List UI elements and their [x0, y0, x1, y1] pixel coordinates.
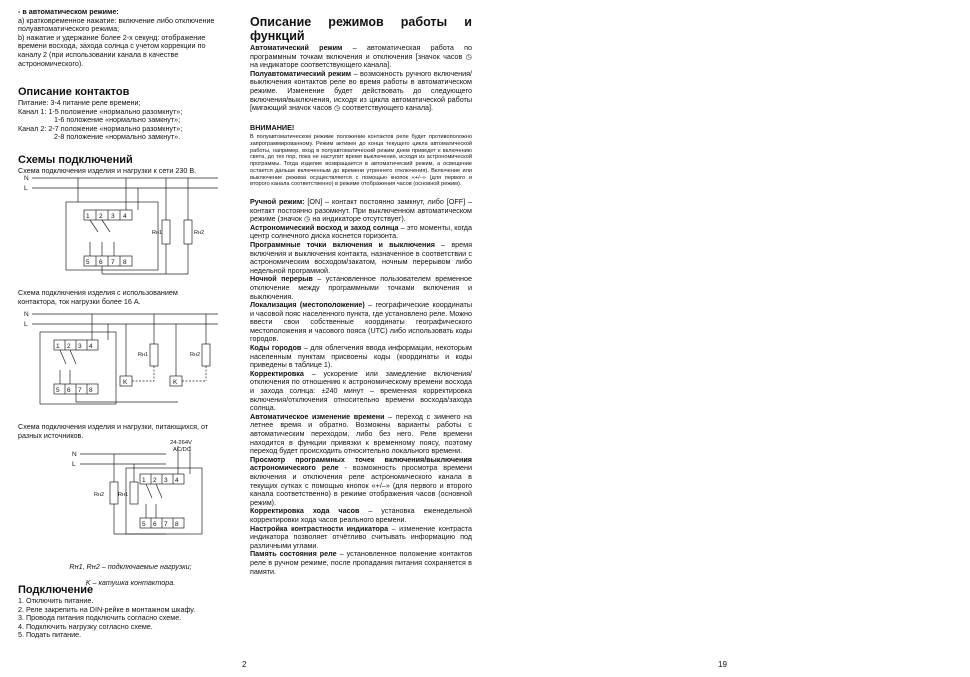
definition-item: [250, 241, 472, 275]
intro-heading: - в автоматическом режиме:: [18, 7, 119, 16]
voltage-label: 24-264V: [170, 440, 192, 446]
definition-item: [250, 344, 472, 370]
intro-line: времени восхода, захода солнца с учетом коррекции по: [18, 41, 206, 51]
term-auto: Автоматический режим: [250, 43, 343, 52]
definition-text: – установка еженедельной корректировки хода часов реального времени.: [250, 506, 473, 524]
warning-text: В полуавтоматическом режиме положение контактов реле будет противоположно запрограммированному. Режим активен до конца текущего цикла автоматической работы, например, вход в полуавтоматический режим днем приведет к включению света, до тех пор, пока не наступит время выключения, исходя из астрономической программы. Тогда изделие возвращается в автоматический режим, а освещение остается дальше включенным до времени утреннего отключения). Включение или выключение режима осуществляется с помощью кнопок «+/–» (для первого и второго канала соответственно) в режиме отображения часов (основной режим).: [250, 134, 472, 188]
contacts-ch2b: 2-8 положение «нормально замкнут».: [54, 132, 181, 142]
definition-term: Автоматическое изменение времени: [250, 411, 385, 421]
scheme2-caption-b: контактора, ток нагрузки более 16 А.: [18, 296, 141, 306]
page-number-left: 2: [242, 660, 247, 669]
scheme2-caption-block: [18, 289, 243, 306]
load-label: Rн2: [190, 352, 201, 358]
warning-title: ВНИМАНИЕ!: [250, 122, 295, 132]
intro-line: каналу 2 (при использовании канала в качестве: [18, 49, 179, 59]
terminal: 8: [175, 521, 179, 528]
load-label: Rн1: [118, 492, 129, 498]
definition-item: [250, 550, 472, 576]
definition-item: [250, 456, 472, 508]
install-step: 2. Реле закрепить на DIN-рейке в монтажном шкафу.: [18, 604, 196, 614]
definition-term: Память состояния реле: [250, 549, 337, 559]
definition-text: – для облегчения ввода информации, некоторым населенным пунктам присвоены коды (координаты и коды приведены в таблице 1).: [250, 343, 472, 370]
para-auto: [250, 44, 472, 70]
terminal: 6: [67, 387, 71, 394]
para-semi-text: – возможность ручного включения/выключения контактов реле во время работы в автоматическом режиме. Изменение будет действовать до следующего включения/выключения, исходя из цикла автоматической работы [мигающий значок часов ◷ соответствующего канала].: [250, 68, 473, 113]
scheme3-caption-a: Схема подключения изделия и нагрузки, питающихся, от: [18, 422, 209, 431]
install-step: 4. Подключить нагрузку согласно схеме.: [18, 621, 153, 631]
coil-label: K: [123, 379, 128, 386]
terminal: 6: [99, 259, 103, 266]
install-section: [18, 584, 243, 640]
wiring-diagram-1: [18, 172, 243, 280]
terminal: 3: [164, 477, 168, 484]
terminal: 4: [123, 213, 127, 220]
definition-text: – переход с зимнего на летнее время и обратно. Возможны варианты работы с автоматическим переходом, либо без него. Реле времени находится в функции привязки к временному поясу, поэтому переход будет происходить относительно локального времени.: [250, 411, 472, 456]
legend-loads: Rн1, Rн2 – подключаемые нагрузки;: [69, 562, 192, 572]
coil-label: K: [173, 379, 178, 386]
definition-item: [250, 507, 472, 524]
load-label: Rн2: [194, 230, 205, 236]
definition-term: Локализация (местоположение): [250, 300, 365, 310]
install-step: 3. Провода питания подключить согласно схеме.: [18, 613, 182, 623]
para-auto-text: – автоматическая работа по программным точкам включения и отключения [значок часов ◷ на индикаторе соответствующего канала].: [250, 43, 472, 70]
definition-text: – это моменты, когда центр солнечного диска коснется горизонта.: [250, 222, 472, 241]
intro-line: астрономического).: [18, 58, 84, 68]
definition-item: [250, 301, 472, 344]
definition-term: Астрономический восход и заход солнца: [250, 222, 399, 232]
load-label: Rн1: [138, 352, 149, 358]
legend-coil: K – катушка контактора.: [85, 577, 176, 587]
definition-term: Ночной перерыв: [250, 274, 313, 284]
terminal: 3: [111, 213, 115, 220]
terminal: 5: [142, 521, 146, 528]
intro-line: b) нажатие и удержание более 2-х секунд: отображение: [18, 32, 206, 42]
wiring-diagram-2: [18, 308, 243, 408]
definition-term: Корректировка: [250, 368, 304, 378]
load-label: Rн1: [152, 230, 163, 236]
contacts-power: Питание: 3-4 питание реле времени;: [18, 98, 141, 107]
diag2-label-N: N: [24, 311, 29, 318]
terminal: 4: [175, 477, 179, 484]
terminal: 5: [56, 387, 60, 394]
modes-title: Описание режимов работы и функций: [250, 15, 472, 43]
terminal: 8: [89, 387, 93, 394]
intro-block: [18, 8, 243, 68]
terminal: 7: [164, 521, 168, 528]
definition-text: – время включения и выключения контакта, назначенное в соответствии с астрономическим восходом/закатом, ночным перерывом либо недельной программой.: [250, 239, 473, 275]
definition-term: Настройка контрастности индикатора: [250, 523, 389, 533]
terminal: 2: [153, 477, 157, 484]
definitions-list: [250, 198, 472, 576]
definition-text: – установленное положение контактов реле в ручном режиме, после пропадания питания сохраняется в памяти.: [250, 549, 473, 576]
left-page: [18, 0, 247, 677]
contacts-title: Описание контактов: [18, 86, 130, 98]
wiring-diagram-3: [18, 438, 243, 538]
schemes-title: Схемы подключений: [18, 154, 133, 166]
right-page: [250, 0, 727, 677]
terminal: 5: [86, 259, 90, 266]
install-step: 1. Отключить питание.: [18, 596, 94, 605]
definition-text: – ускорение или замедление включения/отключения по отношению к астрономическому времени восхода и захода солнца: ±240 минут – временная корректировка включения/отключения относительно времени восхода/захода солнца.: [250, 368, 472, 413]
voltage-type-label: AC/DC: [173, 447, 192, 453]
definition-item: [250, 198, 472, 224]
para-semi: [250, 70, 472, 113]
diag2-label-L: L: [24, 321, 28, 328]
scheme3-caption-b: разных источников.: [18, 430, 84, 440]
contacts-ch1b: 1-6 положение «нормально замкнут»;: [54, 115, 181, 125]
contacts-section: [18, 86, 243, 142]
contacts-ch2a: Канал 2: 2-7 положение «нормально разомкнут»;: [18, 123, 183, 133]
terminal: 1: [142, 477, 146, 484]
definition-item: [250, 413, 472, 456]
terminal: 2: [67, 343, 71, 350]
install-step: 5. Подать питание.: [18, 630, 82, 640]
diag1-label-N: N: [24, 175, 29, 182]
definition-text: [ON] – контакт постоянно замкнут, либо [OFF] – контакт постоянно разомкнут. При выключенном автоматическом режиме (значок ◷ на индикаторе отсутствует).: [250, 196, 472, 224]
terminal: 6: [153, 521, 157, 528]
diag3-label-L: L: [72, 461, 76, 468]
definition-term: Ручной режим:: [250, 196, 305, 206]
definition-item: [250, 370, 472, 413]
scheme2-caption-a: Схема подключения изделия с использованием: [18, 288, 178, 297]
scheme1-caption: Схема подключения изделия и нагрузки к сети 230 В.: [18, 166, 197, 175]
definition-text: – установленное пользователем временное отключение между программными точками включения и выключения.: [250, 274, 472, 301]
page-number-right: 19: [718, 660, 727, 669]
definition-term: Просмотр программных точек включения/выключения астрономического реле: [250, 454, 472, 473]
definition-term: Коды городов: [250, 343, 302, 353]
terminal: 2: [99, 213, 103, 220]
terminal: 1: [56, 343, 60, 350]
terminal: 1: [86, 213, 90, 220]
terminal: 7: [111, 259, 115, 266]
definition-item: [250, 525, 472, 551]
modes-section: [250, 15, 472, 576]
definition-item: [250, 224, 472, 241]
definition-text: – изменение контраста индикатора позволяет отчётливо считывать информацию под различными углами.: [250, 523, 472, 550]
definition-item: [250, 275, 472, 301]
contacts-ch1a: Канал 1: 1-5 положение «нормально разомкнут»;: [18, 106, 183, 116]
install-title: Подключение: [18, 584, 94, 596]
terminal: 3: [78, 343, 82, 350]
definition-text: - возможность просмотра времени включения и отключения реле астрономического канала в текущих сутках с помощью кнопок «+/–» (для первого и второго канала соответственно) в режиме отображения часов (основной режим).: [250, 463, 472, 507]
diag3-label-N: N: [72, 451, 77, 458]
terminal: 8: [123, 259, 127, 266]
intro-line: а) кратковременное нажатие: включение либо отключение: [18, 15, 215, 25]
term-semi: Полуавтоматический режим: [250, 68, 352, 78]
terminal: 7: [78, 387, 82, 394]
diag1-label-L: L: [24, 185, 28, 192]
terminal: 4: [89, 343, 93, 350]
definition-text: – географические координаты и часовой пояс населенного пункта, где установлено реле. Можно ввести свои собственные координаты географического местоположения и часового пояса (UTC) либо использовать коды городов.: [250, 300, 472, 344]
intro-line: полуавтоматического режима;: [18, 24, 120, 34]
load-label: Rн2: [94, 492, 105, 498]
definition-term: Программные точки включения и выключения: [250, 239, 435, 249]
definition-term: Корректировка хода часов: [250, 506, 360, 516]
